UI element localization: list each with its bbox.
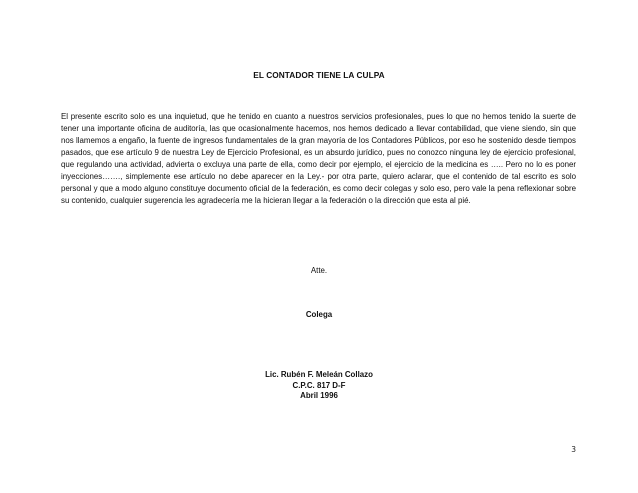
sender-group: Colega [305,310,333,319]
signature-block [0,370,638,402]
document-title: EL CONTADOR TIENE LA CULPA [253,70,385,80]
signature-name: Lic. Rubén F. Meleán Collazo [265,370,373,379]
document-body-paragraph: El presente escrito solo es una inquietud, que he tenido en cuanto a nuestros servicios profesionales, pues lo que no hemos tenido la suerte de tener una importante oficina de auditoría, las que ocasionalmente hacemos, nos hemos dedicado a llevar contabilidad, que viene siendo, sin que nos llamemos a engaño, la fuente de ingresos fundamentales de la gran mayoría de los Contadores Públicos, por eso he sostenido desde tiempos pasados, que ese artículo 9 de nuestra Ley de Ejercicio Profesional, es un absurdo jurídico, pues no conozco ninguna ley de ejercicio profesional, que regulando una actividad, advierta o excluya una parte de ella, como decir por ejemplo, el ejercicio de la medicina es ….. Pero no lo es poner inyecciones……., simplemente ese artículo no debe aparecer en la Ley.- por otra parte, quiero aclarar, que el contenido de tal escrito es solo personal y que a modo alguno constituye documento oficial de la federación, es como decir colegas y solo eso, pero vale la pena reflexionar sobre su contenido, cualquier sugerencia les agradecería me la hicieran llegar a la federación o la dirección que esta al pié. [61,112,576,206]
signature-date: Abril 1996 [300,391,338,400]
page-number: 3 [571,445,576,454]
signature-credential: C.P.C. 817 D-F [292,380,346,390]
closing-salutation: Atte. [310,266,328,275]
